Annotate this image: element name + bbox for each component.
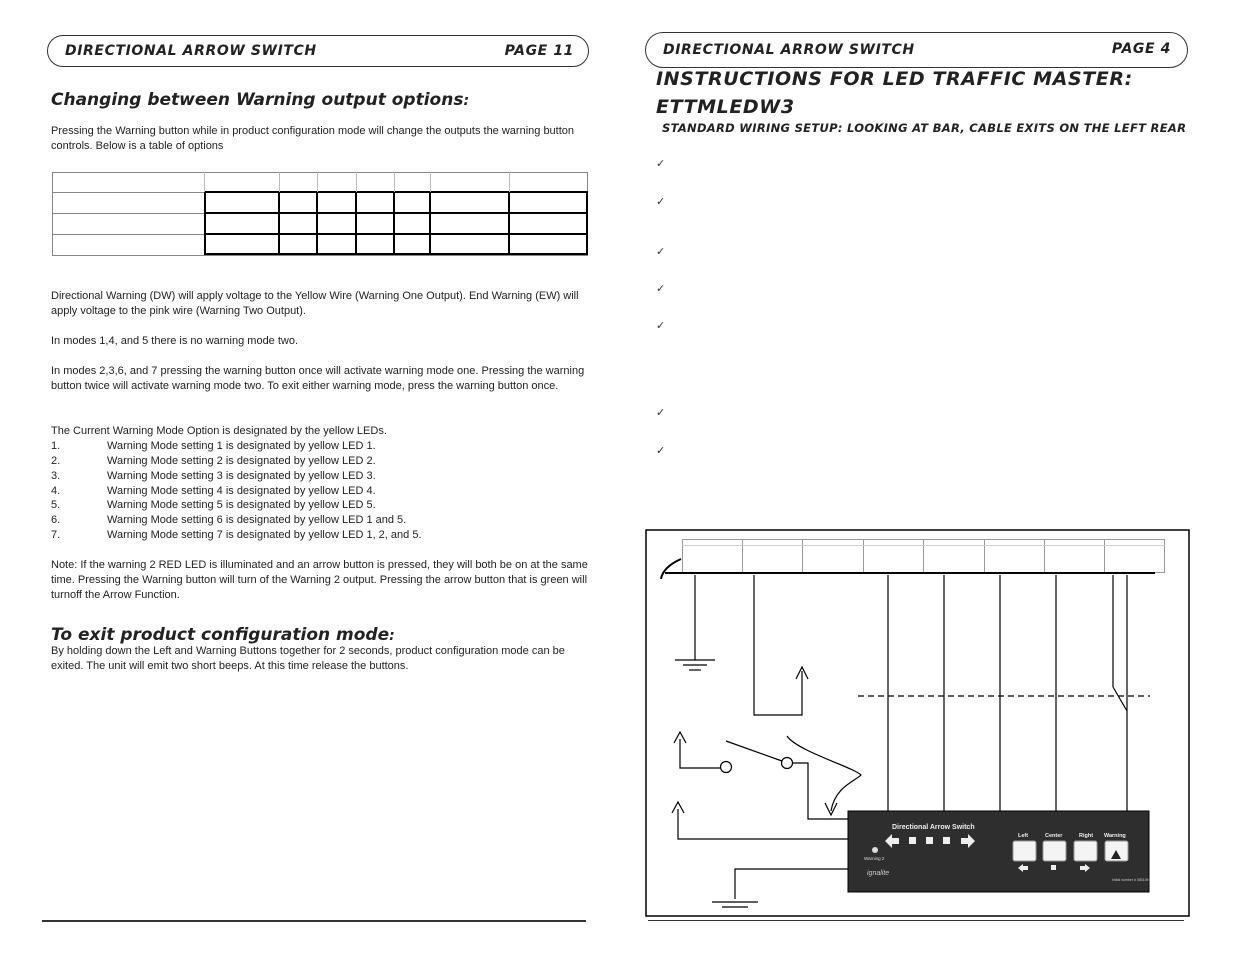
device-brand: ignalite bbox=[867, 870, 890, 877]
note-paragraph: Note: If the warning 2 RED LED is illuminated and an arrow button is pressed, they will both be on at the same time. Pressing the Warning button will turn of the Warning 2 output. Pressing the arrow button that is green will turnoff the Arrow Function. bbox=[51, 559, 588, 601]
device-model: Initial number # 080109 bbox=[1112, 878, 1149, 882]
arrow-switch-device bbox=[848, 811, 1149, 892]
right-header-title: DIRECTIONAL ARROW SWITCH bbox=[663, 42, 915, 58]
device-button-label: Center bbox=[1045, 833, 1063, 839]
device-button-label: Warning bbox=[1104, 833, 1126, 839]
section-heading-exit-config: To exit product configuration mode: bbox=[51, 625, 395, 645]
paragraph-modes-no-warning-two: In modes 1,4, and 5 there is no warning mode two. bbox=[51, 335, 299, 347]
left-page-header bbox=[47, 35, 589, 67]
wiring-diagram bbox=[645, 529, 1190, 919]
instructions-title: INSTRUCTIONS FOR LED TRAFFIC MASTER: bbox=[656, 68, 1133, 90]
check-icon: ✓ bbox=[656, 283, 666, 295]
device-name: Directional Arrow Switch bbox=[892, 824, 975, 831]
exit-config-text: By holding down the Left and Warning Buttons together for 2 seconds, product configuration mode can be exited. The unit will emit two short beeps. At this time release the buttons. bbox=[51, 645, 565, 672]
device-warning2-label: Warning 2 bbox=[864, 856, 885, 861]
device-left-button bbox=[1013, 841, 1036, 861]
right-page-header bbox=[645, 32, 1188, 68]
warning-options-intro: Pressing the Warning button while in product configuration mode will change the outputs the warning button controls. Below is a table of options bbox=[51, 125, 575, 152]
right-footer-rule bbox=[648, 920, 1184, 921]
warning-options-table bbox=[52, 172, 588, 258]
section-heading-warning-options: Changing between Warning output options: bbox=[51, 90, 470, 110]
right-header-page-number: PAGE 4 bbox=[1111, 41, 1171, 57]
check-icon: ✓ bbox=[656, 196, 666, 208]
device-right-button bbox=[1074, 841, 1097, 861]
check-icon: ✓ bbox=[656, 158, 666, 170]
left-header-title: DIRECTIONAL ARROW SWITCH bbox=[65, 43, 317, 59]
wiring-subtitle: STANDARD WIRING SETUP: LOOKING AT BAR, CABLE EXITS ON THE LEFT REAR bbox=[662, 121, 1187, 135]
left-footer-rule bbox=[42, 920, 586, 922]
led-list-intro: The Current Warning Mode Option is designated by the yellow LEDs. bbox=[51, 425, 387, 437]
check-icon: ✓ bbox=[656, 246, 666, 258]
check-icon: ✓ bbox=[656, 445, 666, 457]
paragraph-warning-modes: In modes 2,3,6, and 7 pressing the warning button once will activate warning mode one. Pressing the warning button twice will activate warning mode two. To exit either warning mode, press the warning button once. bbox=[51, 365, 585, 392]
device-button-label: Right bbox=[1079, 833, 1094, 839]
check-icon: ✓ bbox=[656, 407, 666, 419]
model-title: ETTMLEDW3 bbox=[656, 96, 795, 118]
device-center-button bbox=[1043, 841, 1066, 861]
check-icon: ✓ bbox=[656, 320, 666, 332]
paragraph-dw-ew: Directional Warning (DW) will apply voltage to the Yellow Wire (Warning One Output). End Warning (EW) will apply voltage to the pink wire (Warning Two Output). bbox=[51, 290, 579, 317]
device-button-label: Left bbox=[1018, 833, 1029, 839]
left-header-page-number: PAGE 11 bbox=[504, 43, 574, 59]
